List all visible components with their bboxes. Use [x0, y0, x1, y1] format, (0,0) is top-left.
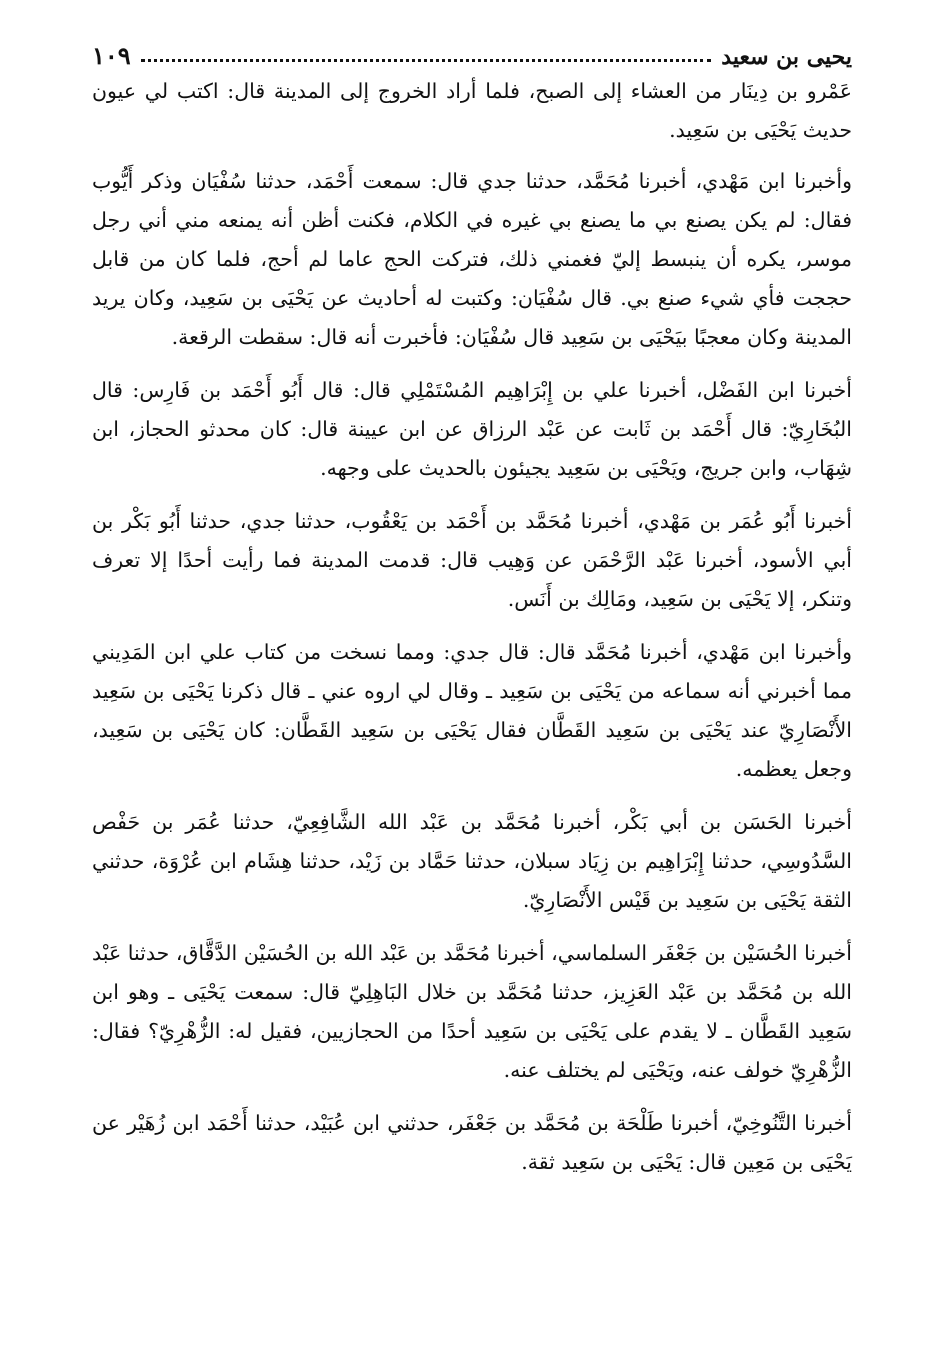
- page-header: [92, 30, 852, 70]
- paragraph-2: وأخبرنا ابن مَهْدي، أخبرنا مُحَمَّد، حدثنا جدي قال: سمعت أَحْمَد، حدثنا سُفْيَان وذكر أَيُّوب فقال: لم يكن يصنع بي ما يصنع بي غيره في الكلام، فكنت أظن أنه يمنعه مني أني رجل موسر، يكره أن ينبسط إليّ فغمني ذلك، فتركت الحج عاما لم أحج، فلما كان من قابل حججت فأي شيء صنع بي. قال سُفْيَان: وكتبت له أحاديث عن يَحْيَى بن سَعِيد، وكان يريد المدينة وكان معجبًا بيَحْيَى بن سَعِيد قال سُفْيَان: فأخبرت أنه قال: سقطت الرقعة.: [92, 169, 852, 349]
- page-body: [92, 72, 852, 1182]
- page-number: ١٠٩: [92, 41, 131, 70]
- paragraph-5: وأخبرنا ابن مَهْدي، أخبرنا مُحَمَّد قال: قال جدي: ومما نسخت من كتاب علي ابن المَدِيني مما أخبرني أنه سماعه من يَحْيَى بن سَعِيد ـ وقال لي اروه عني ـ قال ذكرنا يَحْيَى بن سَعِيد الأَنْصَارِيّ عند يَحْيَى بن سَعِيد القَطَّان فقال يَحْيَى بن سَعِيد القَطَّان: كان يَحْيَى بن سَعِيد، وجعل يعظمه.: [92, 640, 852, 781]
- paragraph-8: أخبرنا التَّنُوخِيّ، أخبرنا طَلْحَة بن مُحَمَّد بن جَعْفَر، حدثني ابن عُبَيْد، حدثنا أَحْمَد ابن زُهَيْر عن يَحْيَى بن مَعِين قال: يَحْيَى بن سَعِيد ثقة.: [92, 1111, 852, 1174]
- book-page: [92, 30, 852, 1340]
- paragraph-6: أخبرنا الحَسَن بن أبي بَكْر، أخبرنا مُحَمَّد بن عَبْد الله الشَّافِعِيّ، حدثنا عُمَر بن حَفْص السَّدُوسِي، حدثنا إِبْرَاهِيم بن زِيَاد سبلان، حدثنا حَمَّاد بن زَيْد، حدثنا هِشَام ابن عُرْوَة، حدثني الثقة يَحْيَى بن سَعِيد بن قَيْس الأَنْصَارِيّ.: [92, 810, 852, 912]
- header-dot-leader: [141, 58, 712, 62]
- paragraph-7: أخبرنا الحُسَيْن بن جَعْفَر السلماسي، أخبرنا مُحَمَّد بن عَبْد الله بن الحُسَيْن الدَّقَّاق، حدثنا عَبْد الله بن مُحَمَّد بن عَبْد العَزِيز، حدثنا مُحَمَّد بن خلال البَاهِلِيّ قال: سمعت يَحْيَى ـ وهو ابن سَعِيد القَطَّان ـ لا يقدم على يَحْيَى بن سَعِيد أحدًا من الحجازيين، فقيل له: الزُّهْرِيّ؟ فقال: الزُّهْرِيّ خولف عنه، ويَحْيَى لم يختلف عنه.: [92, 941, 852, 1082]
- running-title: يحيى بن سعيد: [721, 44, 852, 70]
- paragraph-3: أخبرنا ابن الفَضْل، أخبرنا علي بن إِبْرَاهِيم المُسْتَمْلِي قال: قال أَبُو أَحْمَد بن فَارِس: قال البُخَارِيّ: قال أَحْمَد بن ثَابت عن عَبْد الرزاق عن ابن عيينة قال: كان محدثو الحجاز، ابن شِهَاب، وابن جريج، ويَحْيَى بن سَعِيد يجيئون بالحديث على وجهه.: [92, 378, 852, 480]
- paragraph-4: أخبرنا أَبُو عُمَر بن مَهْدي، أخبرنا مُحَمَّد بن أَحْمَد بن يَعْقُوب، حدثنا جدي، حدثنا أَبُو بَكْر بن أبي الأسود، أخبرنا عَبْد الرَّحْمَن عن وَهِيب قال: قدمت المدينة فما رأيت أحدًا إلا تعرف وتنكر، إلا يَحْيَى بن سَعِيد، ومَالِك بن أَنَس.: [92, 509, 852, 611]
- paragraph-1: عَمْرو بن دِينَار من العشاء إلى الصبح، فلما أراد الخروج إلى المدينة قال: اكتب لي عيون حديث يَحْيَى بن سَعِيد.: [92, 79, 852, 142]
